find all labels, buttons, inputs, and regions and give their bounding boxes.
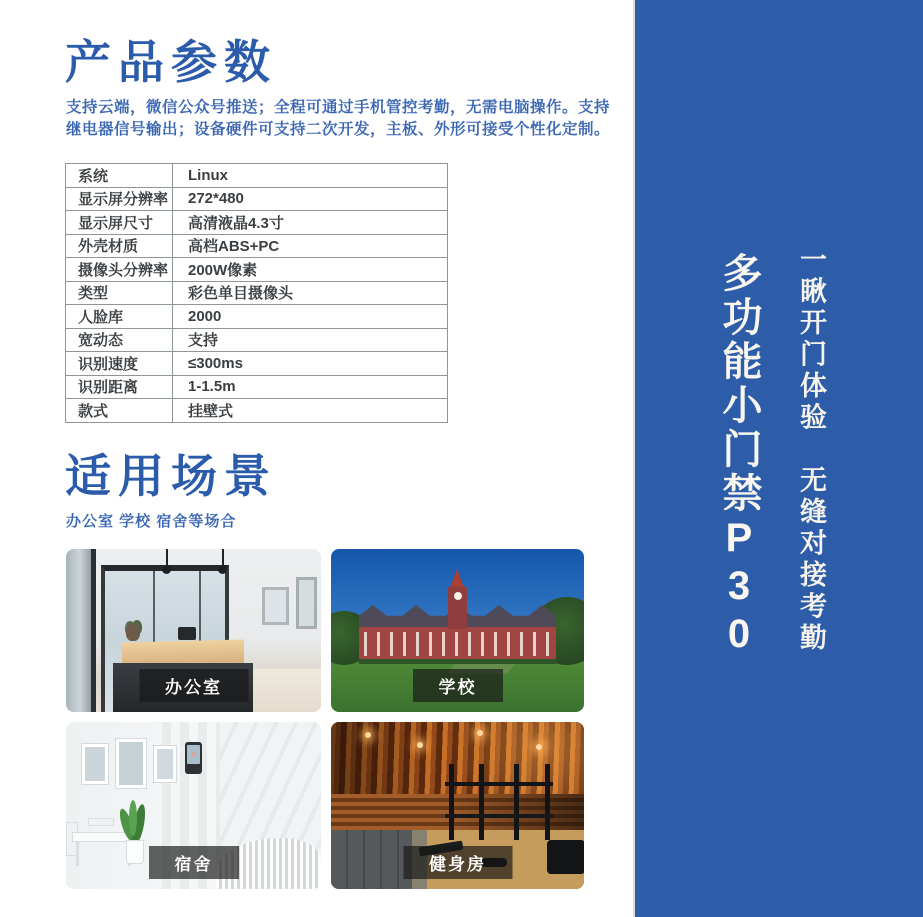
pendant-lamp [218, 565, 227, 574]
spec-value: 挂壁式 [173, 399, 448, 423]
ceiling-light [536, 744, 542, 750]
ceiling-light [477, 730, 483, 736]
table-row [66, 164, 448, 188]
clock-tower-spire [450, 569, 464, 588]
scenario-label-office: 办公室 [139, 669, 248, 702]
table-row [66, 234, 448, 258]
office-glass-wall [66, 549, 96, 712]
spec-value: 高清液晶4.3寸 [173, 211, 448, 235]
spec-label: 宽动态 [66, 328, 173, 352]
table-row [66, 328, 448, 352]
spec-value: ≤300ms [173, 352, 448, 376]
wall-picture [154, 746, 176, 782]
table-row [66, 305, 448, 329]
description-line-2: 继电器信号输出；设备硬件可支持二次开发，主板、外形可接受个性化定制。 [66, 120, 611, 138]
scenario-label-school: 学校 [413, 669, 503, 702]
spec-label: 识别距离 [66, 375, 173, 399]
dumbbell-rack [547, 840, 584, 874]
main-content [65, 0, 620, 917]
squat-rack [514, 764, 519, 840]
scenario-label-gym: 健身房 [403, 846, 512, 879]
spec-label: 系统 [66, 164, 173, 188]
table-row [66, 352, 448, 376]
spec-label: 类型 [66, 281, 173, 305]
spec-value: 2000 [173, 305, 448, 329]
wall-picture [82, 744, 108, 784]
spec-table [65, 163, 448, 423]
spec-value: 200W像素 [173, 258, 448, 282]
squat-rack [479, 764, 484, 840]
wall-picture [262, 587, 289, 625]
clock-face [454, 592, 462, 600]
spec-value: 1-1.5m [173, 375, 448, 399]
ceiling-light [417, 742, 423, 748]
plant [126, 623, 140, 641]
spec-value: 高档ABS+PC [173, 234, 448, 258]
wall-picture [116, 739, 146, 788]
table-row [66, 211, 448, 235]
school-building [359, 627, 556, 661]
spec-value: Linux [173, 164, 448, 188]
blue-side-banner [633, 0, 923, 917]
scenario-image-office [66, 549, 321, 712]
spec-label: 摄像头分辨率 [66, 258, 173, 282]
product-tagline-vertical: 一瞅开门体验 无缝对接考勤 [796, 245, 826, 655]
chair [88, 818, 114, 826]
table-row [66, 258, 448, 282]
scenario-image-grid [66, 549, 584, 889]
face-recognition-device [185, 742, 202, 774]
scenario-image-gym [331, 722, 584, 889]
squat-rack [545, 764, 550, 840]
spec-label: 人脸库 [66, 305, 173, 329]
scenario-image-dorm [66, 722, 321, 889]
scenarios-title: 适用场景 [65, 450, 277, 502]
scenario-image-school [331, 549, 584, 712]
spec-label: 外壳材质 [66, 234, 173, 258]
table-row [66, 187, 448, 211]
spec-label: 识别速度 [66, 352, 173, 376]
table-row [66, 399, 448, 423]
scenarios-subtitle: 办公室 学校 宿舍等场合 [66, 513, 237, 530]
product-name-vertical: 多功能小门禁P30 [717, 252, 761, 660]
product-params-title: 产品参数 [65, 36, 277, 88]
table-row [66, 375, 448, 399]
table-row [66, 281, 448, 305]
ceiling-light [365, 732, 371, 738]
scenario-label-dorm: 宿舍 [149, 846, 239, 879]
squat-rack [449, 764, 454, 840]
product-description [66, 97, 626, 140]
spec-value: 272*480 [173, 187, 448, 211]
plant-pot [126, 840, 144, 864]
desk-monitor [178, 627, 196, 640]
spec-value: 支持 [173, 328, 448, 352]
wall-picture [296, 577, 317, 629]
spec-label: 显示屏分辨率 [66, 187, 173, 211]
clock-tower [448, 587, 467, 629]
spec-label: 显示屏尺寸 [66, 211, 173, 235]
spec-value: 彩色单目摄像头 [173, 281, 448, 305]
description-line-1: 支持云端，微信公众号推送；全程可通过手机管控考勤，无需电脑操作。支持 [66, 99, 611, 116]
pendant-lamp [162, 565, 171, 574]
spec-label: 款式 [66, 399, 173, 423]
